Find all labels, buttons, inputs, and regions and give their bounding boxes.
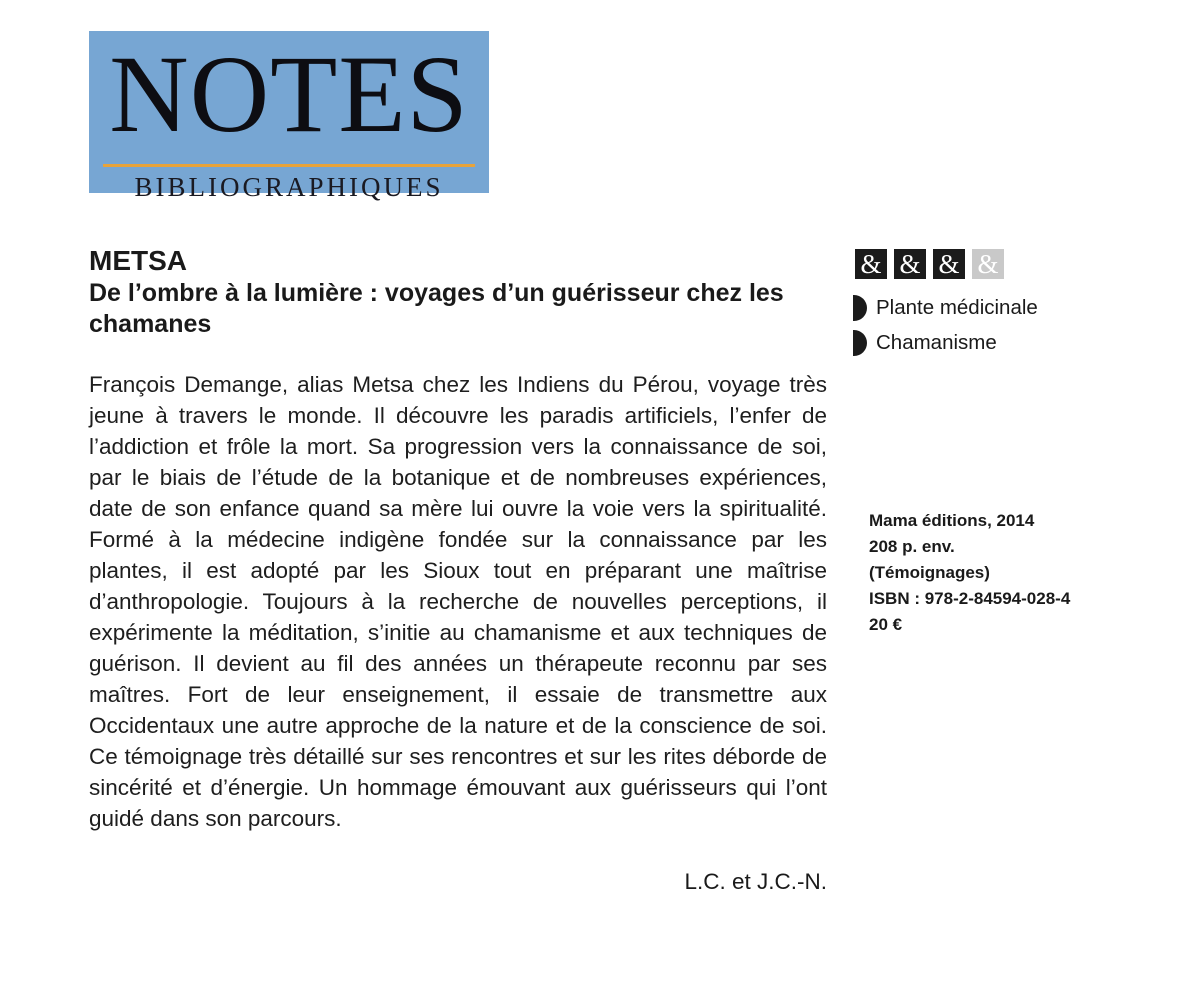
keyword-list bbox=[853, 290, 1038, 360]
half-circle-icon bbox=[853, 295, 867, 321]
book-author: METSA bbox=[89, 245, 187, 276]
publication-info bbox=[869, 508, 1070, 638]
masthead-rule bbox=[103, 164, 475, 167]
rating-mark-3: & bbox=[933, 249, 965, 279]
collection: (Témoignages) bbox=[869, 563, 990, 582]
keyword-item bbox=[853, 290, 1038, 325]
isbn: ISBN : 978-2-84594-028-4 bbox=[869, 589, 1071, 608]
page-count: 208 p. env. bbox=[869, 537, 955, 556]
price: 20 € bbox=[869, 615, 903, 634]
rating-mark-4: & bbox=[972, 249, 1004, 279]
half-circle-icon bbox=[853, 330, 867, 356]
review-body: François Demange, alias Metsa chez les Indiens du Pérou, voyage très jeune à travers le monde. Il découvre les paradis artificiels, l’enfer de l’addiction et frôle la mort. Sa progression vers la connaissance de soi, par le biais de l’étude de la botanique et de nombreuses expériences, date de son enfance quand sa mère lui ouvre la voie vers la spiritualité. Formé à la médecine indigène fondée sur la connaissance par les plantes, il est adopté par les Sioux tout en préparant une maîtrise d’anthropologie. Toujours à la recherche de nouvelles perceptions, il expérimente la méditation, s’initie au chamanisme et aux techniques de guérison. Il devient au fil des années un thérapeute reconnu par ses maîtres. Fort de leur enseignement, il essaie de transmettre aux Occidentaux une autre approche de la nature et de la conscience de soi. Ce témoignage très détaillé sur ses rencontres et sur les rites déborde de sincérité et d’énergie. Un hommage émouvant aux guérisseurs qui l’ont guidé dans son parcours. bbox=[89, 372, 827, 831]
masthead-logo bbox=[89, 31, 489, 202]
keyword-label: Chamanisme bbox=[876, 331, 997, 354]
keyword-item bbox=[853, 325, 1038, 360]
masthead-subtitle: BIBLIOGRAPHIQUES bbox=[134, 172, 444, 202]
masthead-title: NOTES bbox=[109, 33, 469, 155]
review-signature: L.C. et J.C.-N. bbox=[684, 869, 827, 894]
keyword-label: Plante médicinale bbox=[876, 296, 1038, 319]
publisher-year: Mama éditions, 2014 bbox=[869, 511, 1035, 530]
rating-mark-2: & bbox=[894, 249, 926, 279]
rating bbox=[855, 249, 1004, 279]
book-title: De l’ombre à la lumière : voyages d’un guérisseur chez les chamanes bbox=[89, 279, 784, 338]
rating-mark-1: & bbox=[855, 249, 887, 279]
